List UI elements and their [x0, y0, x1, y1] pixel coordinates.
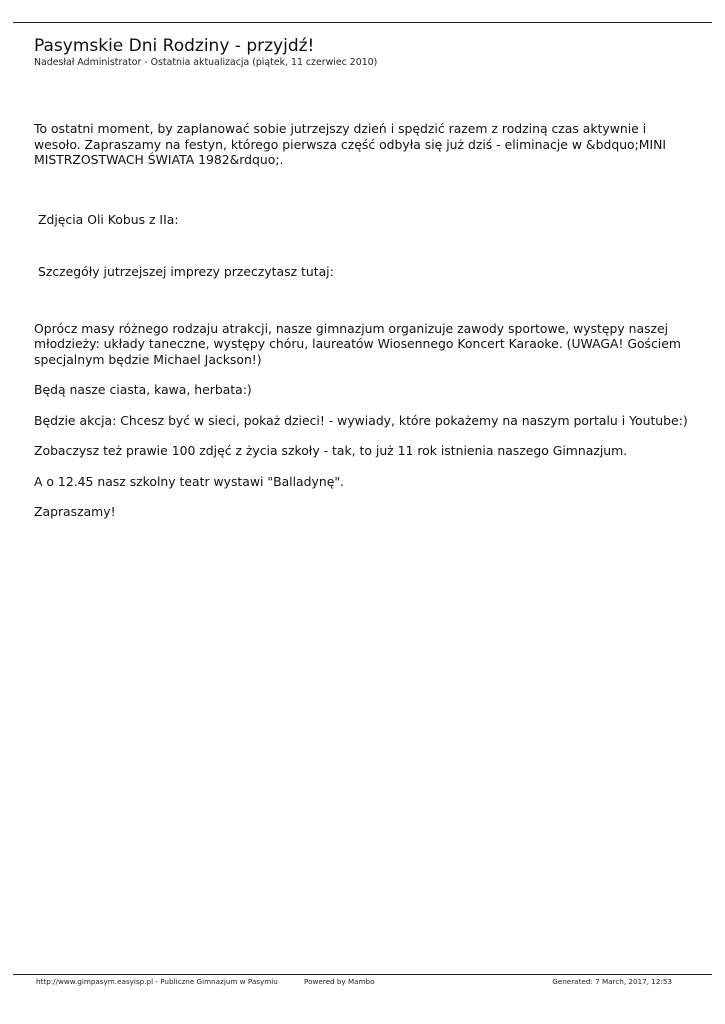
- attractions-paragraph: Oprócz masy różnego rodzaju atrakcji, nasze gimnazjum organizuje zawody sportowe, występy naszej młodzieży: układy taneczne, występy chóru, laureatów Wiosennego Koncert Karaoke. (UWAGA! Gościem specjalnym będzie Michael Jackson!): [34, 320, 681, 367]
- bottom-divider: [13, 974, 712, 975]
- footer-powered: Powered by Mambo: [304, 977, 375, 986]
- footer-generated: Generated: 7 March, 2017, 12:53: [552, 977, 672, 986]
- article-header: [34, 36, 694, 69]
- action-paragraph: Będzie akcja: Chcesz być w sieci, pokaż dzieci! - wywiady, które pokażemy na naszym portalu i Youtube:): [34, 412, 688, 428]
- article-title: Pasymskie Dni Rodziny - przyjdź!: [34, 36, 315, 56]
- photos100-paragraph: Zobaczysz też prawie 100 zdjęć z życia szkoły - tak, to już 11 rok istnienia naszego Gimnazjum.: [34, 443, 628, 458]
- theatre-paragraph: A o 12.45 nasz szkolny teatr wystawi "Balladynę".: [34, 473, 344, 489]
- footer-url: http://www.gimpasym.easyisp.pl - Publiczne Gimnazjum w Pasymiu: [36, 977, 278, 986]
- photos-paragraph: Zdjęcia Oli Kobus z IIa:: [38, 211, 179, 227]
- article-meta: Nadesłał Administrator - Ostatnia aktualizacja (piątek, 11 czerwiec 2010): [34, 57, 378, 68]
- intro-paragraph: To ostatni moment, by zaplanować sobie jutrzejszy dzień i spędzić razem z rodziną czas aktywnie i wesoło. Zapraszamy na festyn, którego pierwsza część odbyła się już dziś - eliminacje w &bdquo;MINI MISTRZOSTWACH ŚWIATA 1982&rdquo;.: [34, 121, 667, 167]
- article-body: [34, 121, 694, 535]
- food-paragraph: Będą nasze ciasta, kawa, herbata:): [34, 382, 252, 397]
- top-divider: [13, 22, 712, 23]
- details-paragraph: Szczegóły jutrzejszej imprezy przeczytasz tutaj:: [38, 264, 334, 279]
- invite-paragraph: Zapraszamy!: [34, 504, 116, 519]
